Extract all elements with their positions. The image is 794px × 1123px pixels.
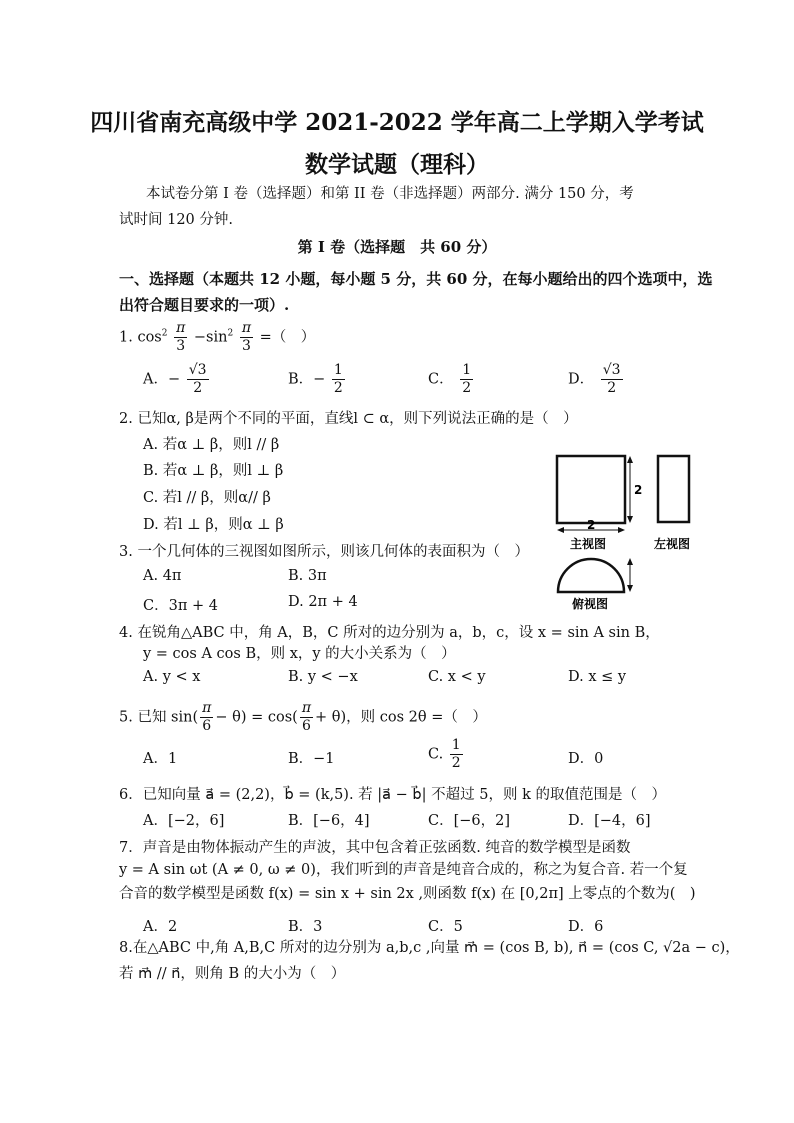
question-4-line-2: y = cos A cos B，则 x，y 的大小关系为（ ） <box>143 646 456 662</box>
question-2-option-c: C. 若l // β，则α// β <box>143 490 271 506</box>
question-2-stem: 2. 已知α, β是两个不同的平面，直线l ⊂ α，则下列说法正确的是（ ） <box>119 411 578 427</box>
intro-line-2: 试时间 120 分钟. <box>119 212 234 228</box>
question-6-stem: 6．已知向量 a⃗ = (2,2)，b⃗ = (k,5). 若 |a⃗ − b⃗| 不超过 5，则 k 的取值范围是（ ） <box>119 787 666 803</box>
exam-title: 四川省南充高级中学 2021-2022 学年高二上学期入学考试 <box>90 109 704 136</box>
question-7-line-1: 7．声音是由物体振动产生的声波，其中包含着正弦函数. 纯音的数学模型是函数 <box>119 840 631 856</box>
question-3-option-a: A. 4π <box>143 568 182 584</box>
question-4-option-a: A. y < x <box>143 669 201 685</box>
top-view-label: 俯视图 <box>572 597 609 611</box>
question-7-line-2: y = A sin ωt (A ≠ 0, ω ≠ 0)，我们听到的声音是纯音合成的，称之为复合音. 若一个复 <box>119 862 688 878</box>
question-6-option-d: D．[−4，6] <box>568 813 651 829</box>
question-3-option-b: B. 3π <box>288 568 327 584</box>
question-6-option-b: B．[−6，4] <box>288 813 370 829</box>
question-6-option-c: C．[−6，2] <box>428 813 511 829</box>
question-4-option-c: C. x < y <box>428 669 486 685</box>
question-2-option-a: A. 若α ⊥ β，则l // β <box>143 437 280 453</box>
question-8-line-2: 若 m⃗ // n⃗，则角 B 的大小为（ ） <box>119 966 346 982</box>
front-height-arrow-bottom <box>627 516 633 523</box>
front-view-square <box>557 456 625 523</box>
question-7-option-d: D．6 <box>568 919 604 935</box>
part1-heading: 第 I 卷（选择题 共 60 分） <box>297 238 497 256</box>
top-view-arrow-bottom <box>627 585 633 592</box>
question-7-line-3: 合音的数学模型是函数 f(x) = sin x + sin 2x ,则函数 f(x) 在 [0,2π] 上零点的个数为( ) <box>119 886 696 902</box>
question-5-option-a: A．1 <box>143 751 178 767</box>
three-view-figure <box>550 448 710 618</box>
question-7-option-c: C．5 <box>428 919 463 935</box>
question-8-line-1: 8.在△ABC 中,角 A,B,C 所对的边分别为 a,b,c ,向量 m⃗ = (cos B, b), n⃗ = (cos C, √2a − c)， <box>119 940 740 956</box>
question-5-option-b: B．−1 <box>288 751 335 767</box>
top-view-semicircle <box>558 559 624 592</box>
section1-line-1: 一、选择题（本题共 12 小题，每小题 5 分，共 60 分，在每小题给出的四个选项中，选 <box>119 270 713 288</box>
section1-line-2: 出符合题目要求的一项）. <box>119 296 290 314</box>
question-2-option-b: B. 若α ⊥ β，则l ⊥ β <box>143 463 284 479</box>
front-height-label: 2 <box>634 483 643 497</box>
question-3-option-d: D. 2π + 4 <box>288 594 358 610</box>
front-width-label: 2 <box>587 518 596 532</box>
question-7-option-b: B．3 <box>288 919 323 935</box>
question-4-option-b: B. y < −x <box>288 669 358 685</box>
left-view-label: 左视图 <box>654 537 691 551</box>
question-6-option-a: A．[−2，6] <box>143 813 225 829</box>
question-3-option-c: C．3π + 4 <box>143 598 218 614</box>
question-1-stem: 1. $\cos^2$ $\frac{\pi}{3}$ $-\sin^2$ $\frac{\pi}{3}$ =（ ） <box>119 320 316 354</box>
intro-line-1: 本试卷分第 I 卷（选择题）和第 II 卷（非选择题）两部分. 满分 150 分，考 <box>146 186 634 202</box>
front-view-label: 主视图 <box>570 537 607 551</box>
front-width-arrow-right <box>618 527 625 533</box>
front-width-arrow-left <box>557 527 564 533</box>
top-view-arrow-top <box>627 558 633 565</box>
question-1-option-d: D． $\frac{√3}{2}$ <box>568 362 621 396</box>
question-7-option-a: A．2 <box>143 919 178 935</box>
left-view-rect <box>658 456 689 522</box>
question-4-option-d: D. x ≤ y <box>568 669 627 685</box>
exam-subtitle: 数学试题（理科） <box>305 151 489 178</box>
question-1-option-a: A．− $\frac{√3}{2}$ <box>143 362 207 396</box>
question-1-option-b: B．− $\frac{1}{2}$ <box>288 362 343 396</box>
front-height-arrow-top <box>627 456 633 463</box>
question-5-stem: 5. 已知 sin( $\frac{\pi}{6}$ − θ) = cos( $\frac{\pi}{6}$ + θ)，则 cos 2θ =（ ） <box>119 700 487 734</box>
question-3-stem: 3. 一个几何体的三视图如图所示，则该几何体的表面积为（ ） <box>119 544 529 560</box>
question-1-option-c: C． $\frac{1}{2}$ <box>428 362 472 396</box>
question-5-option-d: D．0 <box>568 751 604 767</box>
question-5-option-c: C. $\frac{1}{2}$ <box>428 737 461 771</box>
question-2-option-d: D. 若l ⊥ β，则α ⊥ β <box>143 517 284 533</box>
question-4-line-1: 4. 在锐角△ABC 中，角 A，B，C 所对的边分别为 a，b，c，设 x = sin A sin B， <box>119 625 660 641</box>
